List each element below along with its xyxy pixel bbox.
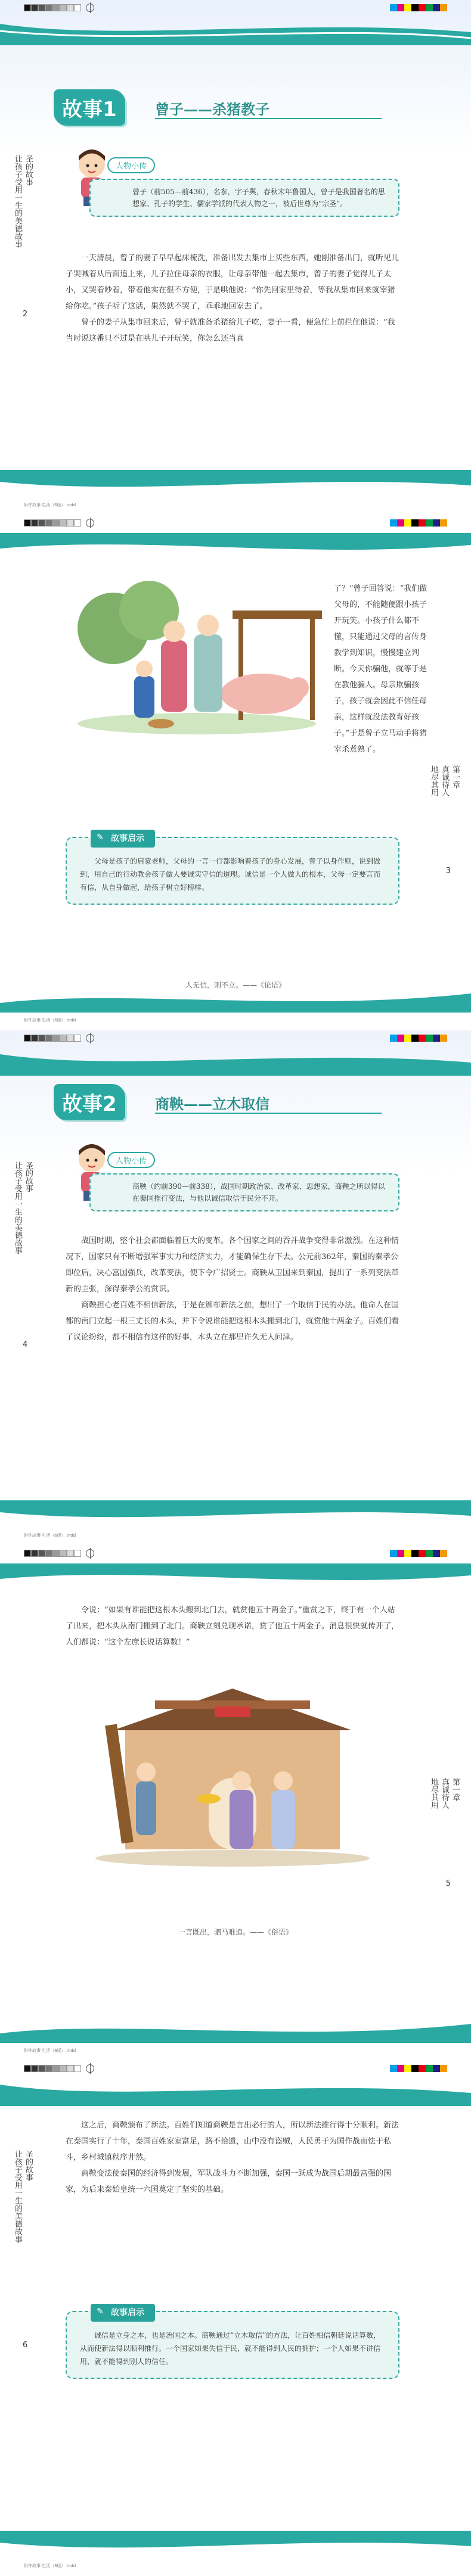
side-chapter-title xyxy=(428,765,460,796)
teal-decor-band xyxy=(0,18,471,45)
teal-decor-band xyxy=(0,1048,471,1076)
teal-decor-band xyxy=(0,1500,471,1528)
character-bio-box xyxy=(89,179,399,217)
print-marks-top xyxy=(0,1030,471,1046)
character-bio-label: 人物小传 xyxy=(107,1152,155,1168)
story-header xyxy=(54,1084,388,1117)
chapter-line: 真诚待人 xyxy=(440,1778,449,1809)
chapter-line: 第一章 xyxy=(451,765,460,789)
quote-line: 一言既出，驷马难追。——《俗语》 xyxy=(178,1928,293,1936)
page-4 xyxy=(0,1546,471,2061)
side-title-line: 让孩子受用一生的美德故事 xyxy=(13,1161,22,1254)
registration-mark-icon xyxy=(86,4,94,12)
registration-mark-icon xyxy=(86,1549,94,1558)
grayscale-bar xyxy=(24,1550,81,1557)
slug-line: 附件故事·生活（6版）.indd xyxy=(24,1533,76,1538)
print-marks-top xyxy=(0,515,471,531)
slug-line: 附件故事·生活（6版）.indd xyxy=(24,2048,76,2053)
teal-decor-band xyxy=(0,2531,471,2558)
insight-text: 诚信是立身之本，也是治国之本。商鞅通过“立木取信”的方法，让百姓相信朝廷说话算数，从而使新法得以顺利推行。一个国家如果失信于民，就不能得到人民的拥护；一个人如果不讲信用，就不能得到别人的信任。 xyxy=(80,2331,381,2366)
zengzi-pig-illustration xyxy=(72,575,322,736)
print-marks-top xyxy=(0,2061,471,2076)
paragraph: 曾子的妻子从集市回来后，曾子就准备杀猪给儿子吃，妻子一看，便急忙上前拦住他说：“我当时说这番只不过是在哄儿子开玩笑，你怎么还当真 xyxy=(66,318,395,343)
registration-mark-icon xyxy=(86,1034,94,1042)
teal-decor-band xyxy=(0,470,471,497)
character-bio-text: 曾子（前505—前436），名参，字子舆，春秋末年鲁国人，曾子是我国著名的思想家、孔子的学生、儒家学派的代表人物之一，被后世尊为“宗圣”。 xyxy=(132,188,385,208)
story-body xyxy=(66,1233,399,1345)
story-body xyxy=(66,250,399,347)
side-title-line: 让孩子受用一生的美德故事 xyxy=(13,155,22,248)
page-1 xyxy=(0,0,471,515)
story-header xyxy=(54,89,388,123)
slug-line: 附件故事·生活（6版）.indd xyxy=(24,2563,76,2568)
insight-label: ✎ 故事启示 xyxy=(91,2304,155,2322)
color-bar xyxy=(390,2065,447,2072)
side-book-title xyxy=(12,1161,33,1254)
insight-text: 父母是孩子的启蒙老师，父母的一言一行都影响着孩子的身心发展，曾子以身作则，说到做到，用自己的行动教会孩子做人要诚实守信的道理。诚信是一个人做人的根本，父母一定要言而有信，从自身做起，给孩子树立好榜样。 xyxy=(80,857,381,892)
teal-decor-band xyxy=(0,533,471,560)
paragraph: 商鞅变法使秦国的经济得到发展，军队战斗力不断加强，秦国一跃成为战国后期最富强的国家，为后来秦始皇统一六国奠定了坚实的基础。 xyxy=(66,2169,392,2194)
chapter-line: 地尽其用 xyxy=(429,765,438,796)
chapter-line: 第一章 xyxy=(451,1778,460,1801)
registration-mark-icon xyxy=(86,519,94,527)
registration-mark-icon xyxy=(86,2064,94,2073)
color-bar xyxy=(390,1550,447,1557)
side-book-title xyxy=(12,2150,33,2243)
side-title-line: 圣的故事 xyxy=(24,2150,33,2181)
paragraph: 这之后，商鞅颁布了新法。百姓们知道商鞅是言出必行的人，所以新法推行得十分顺利。新法在秦国实行了十年，秦国百姓家家富足，路不拾遗，山中没有盗贼，人民勇于为国作战而怯于私斗，乡村城镇秩序井然。 xyxy=(66,2121,399,2162)
print-marks-top xyxy=(0,0,471,15)
page-number: 5 xyxy=(445,1879,451,1888)
story-insight-box xyxy=(66,834,399,905)
character-bio-text: 商鞅（约前390—前338），战国时期政治家、改革家、思想家，商鞅之所以得以在秦国推行变法，与他以诚信取信于民分不开。 xyxy=(132,1182,385,1203)
story-body-continued xyxy=(334,581,429,758)
quote-line: 人无信，则不立。——《论语》 xyxy=(185,981,286,989)
teal-decor-band xyxy=(0,2079,471,2106)
paragraph: 令说：“如果有谁能把这根木头搬到北门去，就赏他五十两金子。”重赏之下，终于有一个人站了出来，把木头从南门搬到了北门。商鞅立刻兑现承诺，赏了他五十两金子。消息很快就传开了，人们都说：“这个左庶长说话算数！” xyxy=(66,1606,399,1647)
slug-line: 附件故事·生活（6版）.indd xyxy=(24,1018,76,1023)
page-number: 6 xyxy=(23,2341,28,2350)
side-book-title xyxy=(12,155,33,248)
page-3 xyxy=(0,1030,471,1546)
chapter-line: 真诚待人 xyxy=(440,765,449,796)
story-body-continued xyxy=(66,1602,399,1650)
page-number: 2 xyxy=(23,310,28,319)
teal-decor-band xyxy=(0,985,471,1013)
chapter-line: 地尽其用 xyxy=(429,1778,438,1809)
teal-decor-band xyxy=(0,1563,471,1591)
color-bar xyxy=(390,519,447,527)
paragraph: 战国时期，整个社会都面临着巨大的变革。各个国家之间的吞并战争变得非常激烈。在这种情况下，国家只有不断增强军事实力和经济实力，才能确保生存下去。公元前362年，秦国的秦孝公即位后，决心富国强兵，改革变法，便下令广招贤士。商鞅从卫国来到秦国，提出了一系列变法革新的主张，深得秦孝公的赏识。 xyxy=(66,1236,399,1294)
color-bar xyxy=(390,1035,447,1042)
story-insight-box xyxy=(66,2308,399,2379)
side-chapter-title xyxy=(428,1778,460,1809)
side-title-line: 圣的故事 xyxy=(24,155,33,186)
story-title: 曾子——杀猪教子 xyxy=(155,98,269,119)
character-bio-box xyxy=(89,1173,399,1211)
paragraph: 了？”曾子回答说：“我们做父母的，不能随便跟小孩子开玩笑。小孩子什么都不懂，只能通过父母的言传身教学到知识，慢慢建立判断。今天你骗他，就等于是在教他骗人。母亲欺骗孩子，孩子就会因此不信任母亲，这样就没法教育好孩子。”于是曾子立马动手将猪宰杀煮熟了。 xyxy=(334,584,427,754)
character-bio-label: 人物小传 xyxy=(107,157,155,173)
grayscale-bar xyxy=(24,2065,81,2072)
side-title-line: 让孩子受用一生的美德故事 xyxy=(13,2150,22,2243)
page-number: 3 xyxy=(445,867,451,876)
grayscale-bar xyxy=(24,519,81,527)
grayscale-bar xyxy=(24,4,81,11)
page-number: 4 xyxy=(23,1340,28,1349)
side-title-line: 圣的故事 xyxy=(24,1161,33,1192)
page-5 xyxy=(0,2061,471,2576)
teal-decor-band xyxy=(0,2016,471,2043)
grayscale-bar xyxy=(24,1035,81,1042)
city-gate-illustration xyxy=(89,1671,376,1867)
slug-line: 附件故事·生活（6版）.indd xyxy=(24,503,76,507)
insight-label: ✎ 故事启示 xyxy=(91,830,155,848)
color-bar xyxy=(390,4,447,11)
story-title: 商鞅——立木取信 xyxy=(155,1092,269,1113)
story-number-badge: 故事1 xyxy=(54,89,125,126)
story-number-badge: 故事2 xyxy=(54,1084,125,1120)
paragraph: 商鞅担心老百姓不相信新法，于是在颁布新法之前，想出了一个取信于民的办法。他命人在国都的南门立起一根三丈长的木头，并下令说谁能把这根木头搬到北门，就赏他十两金子。百姓们看了议论纷纷，都不相信有这样的好事，木头立在那里许久无人问津。 xyxy=(66,1301,399,1342)
page-2 xyxy=(0,515,471,1030)
print-marks-top xyxy=(0,1546,471,1561)
paragraph: 一天清晨，曾子的妻子早早起床梳洗，准备出发去集市上买些东西，她刚准备出门，就听见儿子哭喊着从后面追上来，儿子拉住母亲的衣服，让母亲带他一起去集市，曾子的妻子觉得儿子太小，又哭着吵着，带着他实在很不方便，于是哄他说：“你先回家里待着，等我从集市回来就宰猪给你吃。”孩子听了这话，果然就不哭了，乖乖地回家去了。 xyxy=(66,254,399,311)
story-body-continued xyxy=(66,2117,399,2198)
